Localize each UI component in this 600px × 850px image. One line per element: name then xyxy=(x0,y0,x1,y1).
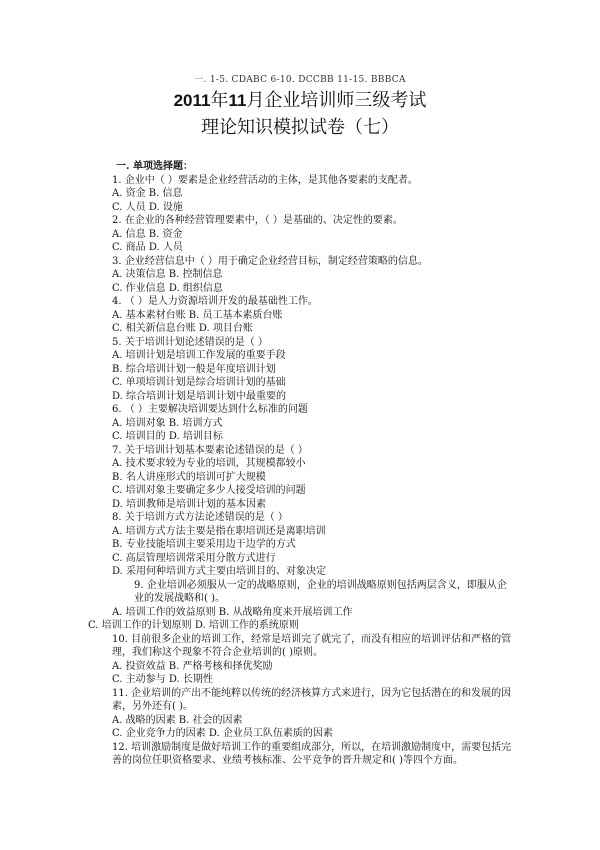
question-11-options-ab: A. 战略的因素 B. 社会的因素 xyxy=(112,714,243,726)
question-5-option-c: C. 单项培训计划是综合培训计划的基础 xyxy=(112,377,286,388)
question-3-options-ab: A. 决策信息 B. 控制信息 xyxy=(112,269,223,280)
question-1-options-ab: A. 资金 B. 信息 xyxy=(112,188,183,199)
question-2: 2. 在企业的各种经营管理要素中，（ ）是基础的、决定性的要素。 xyxy=(112,215,403,226)
question-7-option-d: D. 培训教师是培训计划的基本因素 xyxy=(112,498,267,510)
title-part1: 年 xyxy=(210,90,229,111)
question-7-option-b: B. 名人讲座形式的培训可扩大规模 xyxy=(112,471,266,483)
question-4-options-cd: C. 相关新信息台账 D. 项目台账 xyxy=(112,323,253,334)
question-8-option-a: A. 培训方式方法主要是指在职培训还是离职培训 xyxy=(112,525,326,537)
question-7-option-c: C. 培训对象主要确定多少人接受培训的问题 xyxy=(112,485,306,496)
page-title-line2: 理论知识模拟试卷（七） xyxy=(201,117,399,138)
question-1: 1. 企业中（ ）要素是企业经营活动的主体，是其他各要素的支配者。 xyxy=(112,174,418,186)
question-list xyxy=(88,160,512,768)
question-6-options-cd: C. 培训目的 D. 培训目标 xyxy=(112,431,223,442)
question-6-options-ab: A. 培训对象 B. 培训方式 xyxy=(112,417,223,429)
question-10: 10. 目前很多企业的培训工作，经常是培训完了就完了，而没有相应的培训评估和严格的管理，我们称这个现象不符合企业培训的( )原则。 xyxy=(112,633,512,658)
question-2-options-cd: C. 商品 D. 人员 xyxy=(112,242,183,253)
question-8-option-c: C. 高层管理培训常采用分散方式进行 xyxy=(112,552,276,564)
question-12: 12. 培训激励制度是做好培训工作的重要组成部分，所以，在培训激励制度中，需要包括完善的岗位任职资格要求、业绩考核标准、公平竞争的晋升规定和( )等四个方面。 xyxy=(112,741,512,766)
question-11: 11. 企业培训的产出不能纯粹以传统的经济核算方式来进行，因为它包括潜在的和发展的因素，另外还有( )。 xyxy=(112,687,512,712)
question-10-options-cd: C. 主动参与 D. 长期性 xyxy=(112,674,213,685)
question-10-options-ab: A. 投资效益 B. 严格考核和择优奖励 xyxy=(112,660,273,672)
question-7-option-a: A. 技术要求较为专业的培训，其规模都较小 xyxy=(112,458,306,469)
question-5: 5. 关于培训计划论述错误的是（ ） xyxy=(112,336,268,348)
question-9-options-ab: A. 培训工作的效益原则 B. 从战略角度来开展培训工作 xyxy=(112,606,353,618)
page-title-line1 xyxy=(0,91,600,111)
title-month: 11 xyxy=(228,91,247,110)
question-5-option-d: D. 综合培训计划是培训计划中最重要的 xyxy=(112,390,287,402)
question-8: 8. 关于培训方式方法论述错误的是（ ） xyxy=(112,512,288,523)
question-8-option-d: D. 采用何种培训方式主要由培训目的、对象决定 xyxy=(112,566,327,577)
title-part2: 月企业培训师三级考试 xyxy=(246,90,427,111)
question-9-options-cd: C. 培训工作的计划原则 D. 培训工作的系统原则 xyxy=(88,620,299,631)
question-5-option-a: A. 培训计划是培训工作发展的重要手段 xyxy=(112,350,286,361)
section-heading: 一. 单项选择题： xyxy=(116,161,193,172)
question-11-options-cd: C. 企业竞争力的因素 D. 企业员工队伍素质的因素 xyxy=(112,728,333,739)
answer-key: 一. 1-5. CDABC 6-10. DCCBB 11-15. BBBCA xyxy=(194,75,406,85)
question-5-option-b: B. 综合培训计划一般是年度培训计划 xyxy=(112,363,276,375)
question-2-options-ab: A. 信息 B. 资金 xyxy=(112,228,183,240)
question-8-option-b: B. 专业技能培训主要采用边干边学的方式 xyxy=(112,539,296,550)
question-6: 6. （ ）主要解决培训要达到什么标准的问题 xyxy=(112,404,308,415)
question-3-options-cd: C. 作业信息 D. 组织信息 xyxy=(112,282,223,294)
question-1-options-cd: C. 人员 D. 设施 xyxy=(112,201,183,213)
question-7: 7. 关于培训计划基本要素论述错误的是（ ） xyxy=(112,444,308,456)
question-4-options-ab: A. 基本素材台账 B. 员工基本素质台账 xyxy=(112,309,283,321)
question-3: 3. 企业经营信息中（ ）用于确定企业经营目标，制定经营策略的信息。 xyxy=(112,255,428,267)
title-year: 2011 xyxy=(173,91,211,110)
question-4: 4. （ ）是人力资源培训开发的最基础性工作。 xyxy=(112,296,318,307)
question-9: 9. 企业培训必须服从一定的战略原则，企业的培训战略原则包括两层含义，即服从企业的发展战略和( )。 xyxy=(134,579,507,604)
